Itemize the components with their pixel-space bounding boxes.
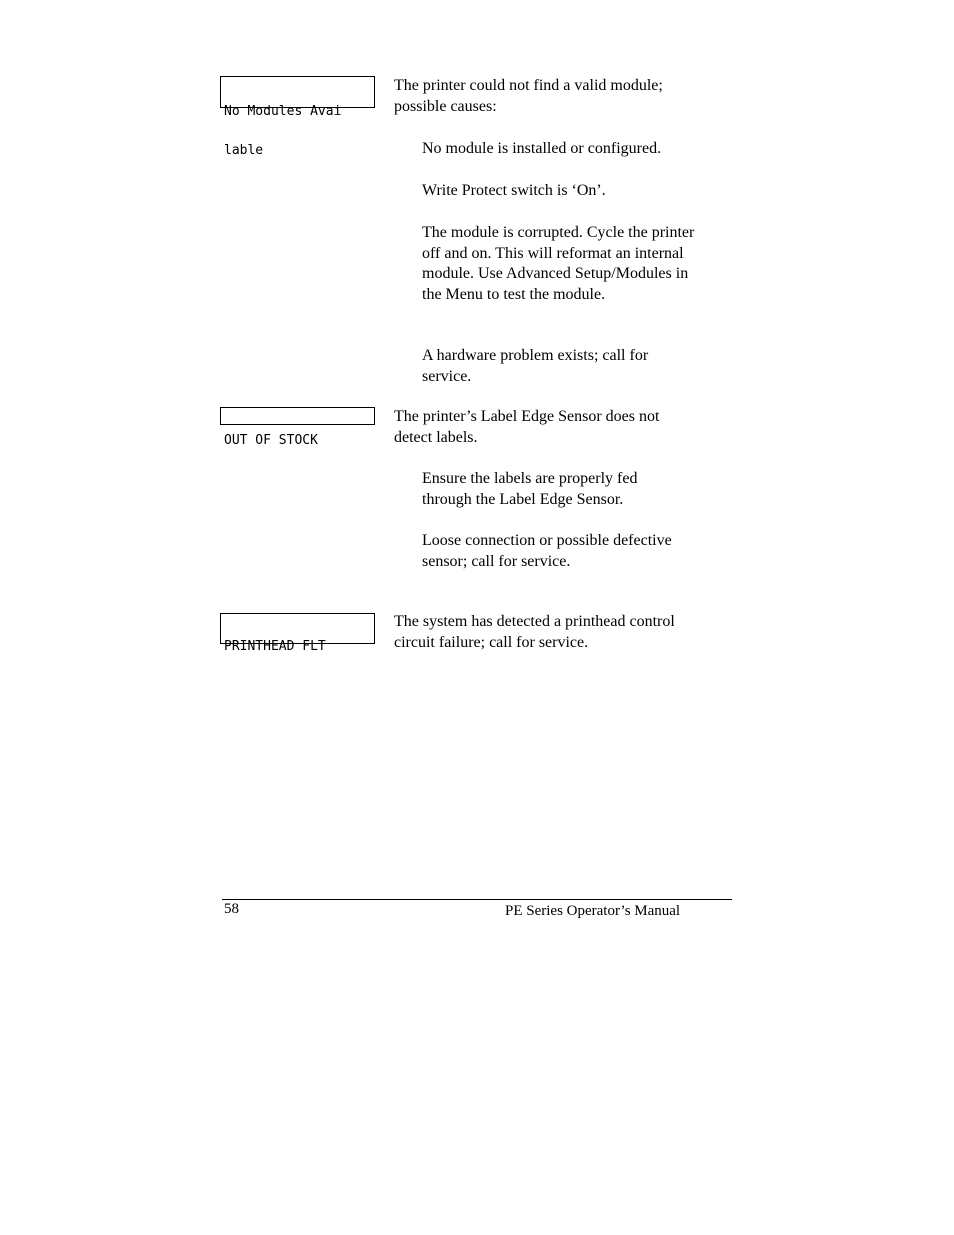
- lcd-display-no-modules: [220, 76, 375, 158]
- error-description: The system has detected a printhead control circuit failure; call for service.: [394, 613, 675, 651]
- cause-item: Ensure the labels are properly fed through the Label Edge Sensor.: [422, 470, 638, 508]
- cause-item: A hardware problem exists; call for service.: [422, 347, 649, 385]
- lcd-line: lable: [224, 143, 264, 158]
- lcd-line: PRINTHEAD FLT: [224, 639, 326, 654]
- cause-item: No module is installed or configured.: [422, 140, 662, 157]
- error-description: The printer’s Label Edge Sensor does not detect labels.: [394, 408, 660, 446]
- lcd-line: OUT OF STOCK: [224, 433, 318, 448]
- lcd-line: [224, 679, 371, 692]
- error-description: The printer could not find a valid module; possible causes:: [394, 77, 663, 115]
- cause-item: Loose connection or possible defective sensor; call for service.: [422, 532, 672, 570]
- cause-item: Write Protect switch is ‘On’.: [422, 182, 606, 199]
- manual-title: PE Series Operator’s Manual: [505, 903, 681, 919]
- lcd-display-printhead-flt: [220, 613, 375, 654]
- page-number: 58: [224, 901, 239, 917]
- lcd-line: No Modules Avai: [224, 104, 342, 119]
- footer-rule: [222, 899, 732, 900]
- cause-item: The module is corrupted. Cycle the printer off and on. This will reformat an internal module. Use Advanced Setup/Modules in the Menu to test the module.: [422, 224, 695, 303]
- lcd-display-out-of-stock: [220, 407, 375, 448]
